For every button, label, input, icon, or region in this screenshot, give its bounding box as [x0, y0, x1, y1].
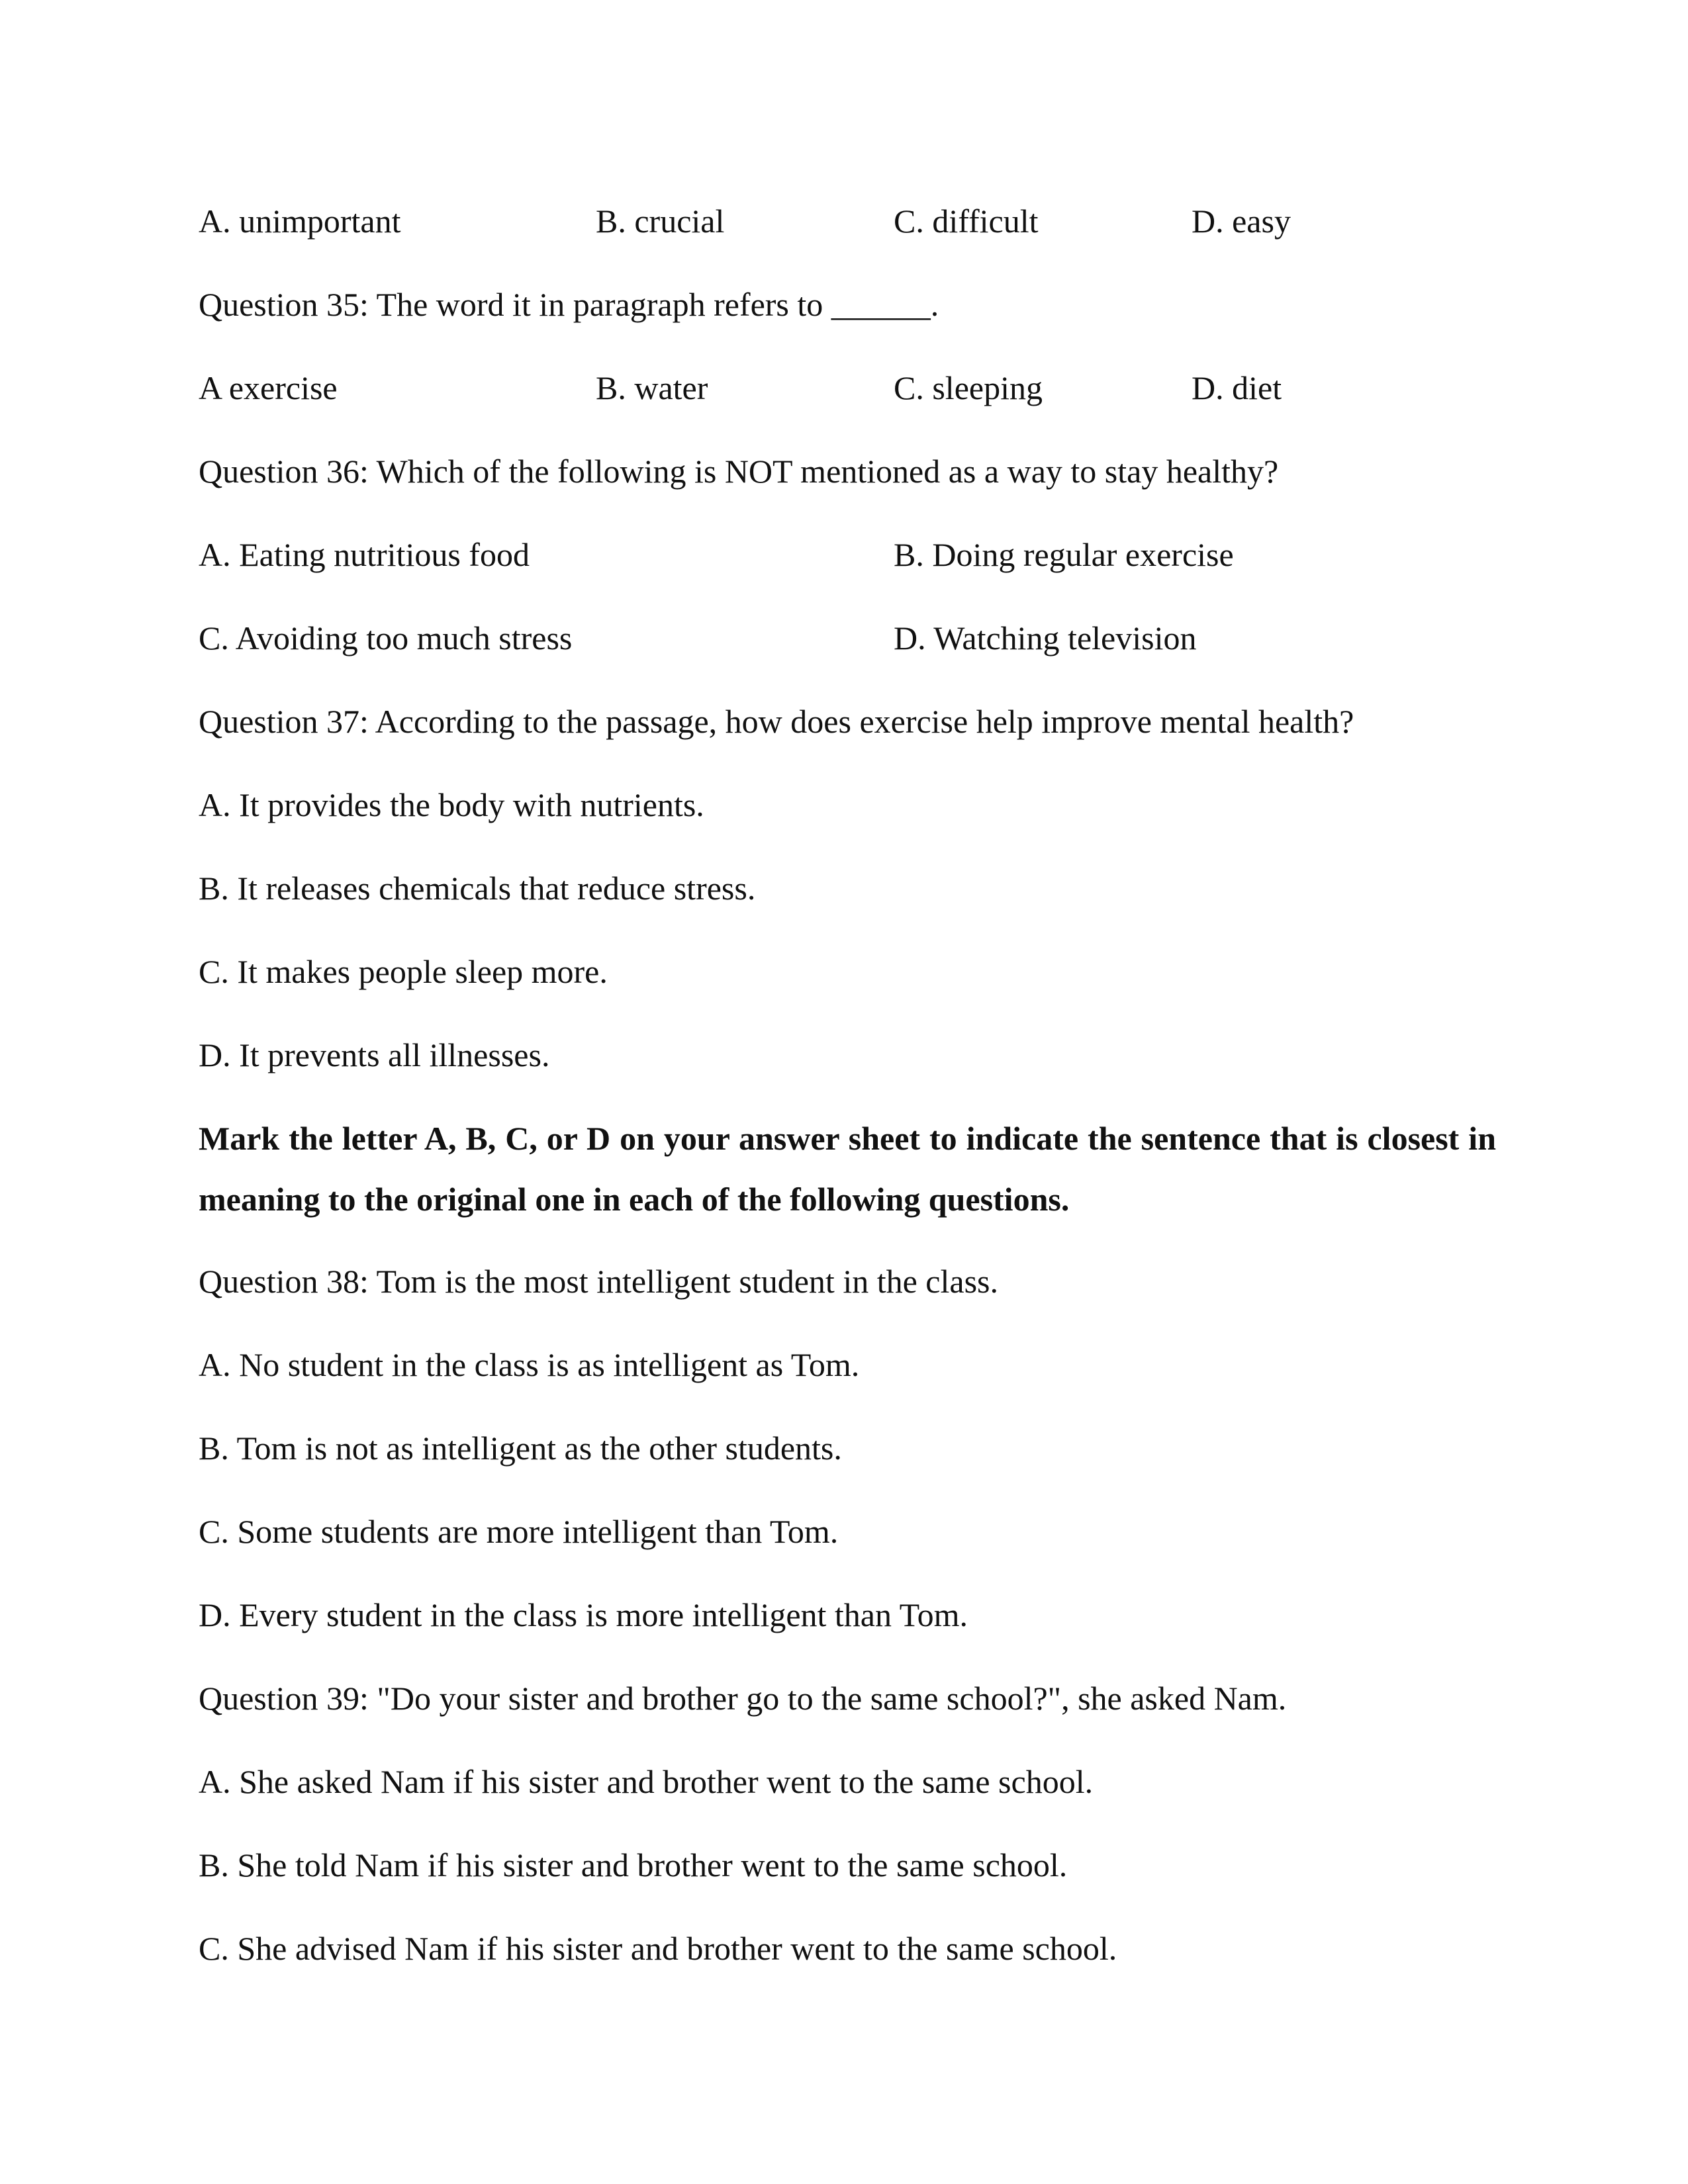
- q38-option-d: D. Every student in the class is more intelligent than Tom.: [199, 1596, 968, 1633]
- q37-option-c: C. It makes people sleep more.: [199, 953, 608, 990]
- q37-stem: Question 37: According to the passage, how does exercise help improve mental health?: [199, 703, 1354, 740]
- q38-option-c: C. Some students are more intelligent than Tom.: [199, 1513, 839, 1550]
- q39-option-c: C. She advised Nam if his sister and brother went to the same school.: [199, 1930, 1117, 1967]
- q38-stem: Question 38: Tom is the most intelligent student in the class.: [199, 1263, 998, 1300]
- q34-option-c: C. difficult: [894, 203, 1039, 240]
- q36-options-row-1: [199, 533, 1496, 576]
- q35-stem: Question 35: The word it in paragraph refers to ______.: [199, 286, 939, 323]
- q35-option-d: D. diet: [1192, 369, 1282, 406]
- q37-option-b: B. It releases chemicals that reduce stress.: [199, 870, 756, 907]
- q35-option-c: C. sleeping: [894, 369, 1043, 406]
- q36-option-a: A. Eating nutritious food: [199, 536, 530, 573]
- q36-option-d: D. Watching television: [894, 619, 1197, 657]
- q36-option-c: C. Avoiding too much stress: [199, 619, 573, 657]
- q37-option-a: A. It provides the body with nutrients.: [199, 786, 704, 823]
- q38-option-a: A. No student in the class is as intelligent as Tom.: [199, 1346, 860, 1383]
- q35-options-row: [199, 367, 1496, 409]
- q38-option-b: B. Tom is not as intelligent as the other students.: [199, 1430, 842, 1467]
- q35-option-a: A exercise: [199, 369, 338, 406]
- q35-option-b: B. water: [596, 369, 708, 406]
- q34-option-a: A. unimportant: [199, 203, 401, 240]
- q36-options-row-2: [199, 617, 1496, 659]
- q36-option-b: B. Doing regular exercise: [894, 536, 1234, 573]
- q34-options-row: [199, 200, 1496, 242]
- q37-option-d: D. It prevents all illnesses.: [199, 1036, 550, 1073]
- section-instruction: Mark the letter A, B, C, or D on your answer sheet to indicate the sentence that is closest in meaning to the original one in each of the following questions.: [199, 1120, 1496, 1218]
- q39-option-a: A. She asked Nam if his sister and brother went to the same school.: [199, 1763, 1094, 1800]
- q39-stem: Question 39: "Do your sister and brother go to the same school?", she asked Nam.: [199, 1680, 1287, 1717]
- q39-option-b: B. She told Nam if his sister and brother went to the same school.: [199, 1846, 1068, 1884]
- q34-option-d: D. easy: [1192, 203, 1291, 240]
- q34-option-b: B. crucial: [596, 203, 725, 240]
- q36-stem: Question 36: Which of the following is NOT mentioned as a way to stay healthy?: [199, 453, 1279, 490]
